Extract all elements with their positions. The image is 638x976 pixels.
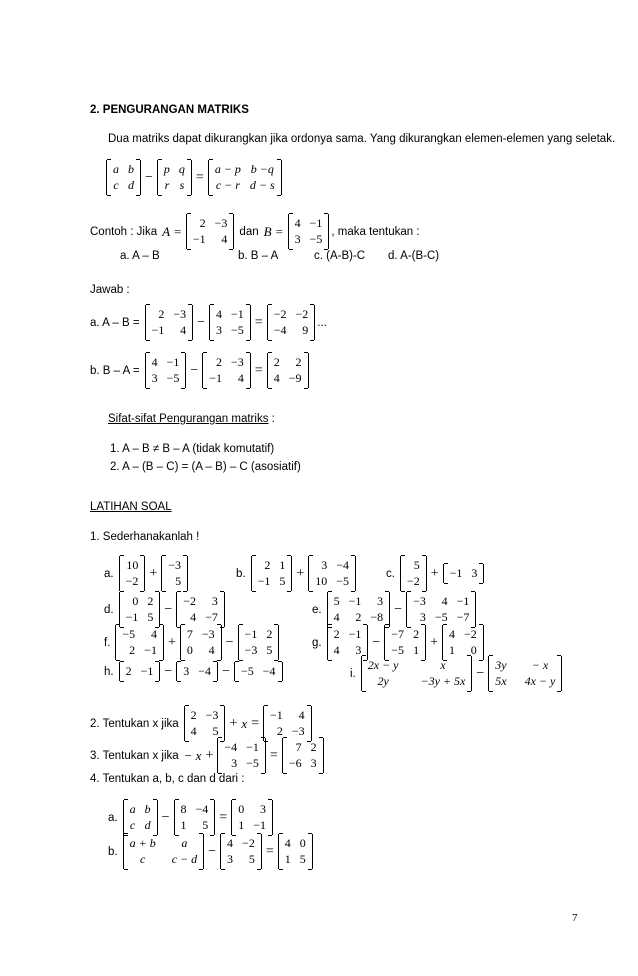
matrix-cell: 3 — [211, 594, 218, 608]
page-number: 7 — [572, 912, 578, 924]
matrix-cell: −5 — [122, 627, 136, 641]
matrix-cell: −1 — [144, 643, 157, 657]
matrix-cell: 5 — [413, 558, 420, 572]
matrix — [282, 738, 324, 773]
matrix — [176, 592, 225, 627]
matrix — [384, 625, 426, 660]
matrix-cell: 1 — [413, 643, 420, 657]
matrix-cell: 4 — [227, 836, 234, 850]
contoh-part-c: c. (A-B)-C — [314, 250, 366, 262]
matrix-cell: −4 — [273, 323, 287, 337]
matrix-cell: 2 — [129, 643, 136, 657]
matrix-cell: 3 — [377, 594, 384, 608]
matrix-cell: d − s — [249, 178, 275, 192]
contoh-part-b: b. B – A — [238, 250, 279, 262]
matrix-cell: 4 — [216, 307, 223, 321]
matrix-cell: 3 — [294, 232, 301, 246]
matrix-cell: 0 — [186, 643, 193, 657]
matrix-cell: −2 — [295, 307, 309, 321]
matrix-cell: −4 — [198, 664, 212, 678]
question-4b: b. a + b a c c − d − 4 −2 3 5 = 4 0 1 5 — [108, 834, 315, 869]
matrix-cell: 4 — [190, 724, 197, 738]
answer-b-label: b. B – A = — [90, 364, 140, 377]
matrix-cell: q — [178, 162, 185, 176]
item-label: i. — [350, 667, 356, 680]
matrix-cell: 9 — [302, 323, 309, 337]
sifat-heading — [108, 412, 275, 426]
matrix-cell: −1 — [257, 574, 271, 588]
matrix-cell: −3 — [201, 627, 215, 641]
matrix-cell: −4 — [224, 740, 238, 754]
matrix-cell: 5 — [202, 818, 209, 832]
matrix-cell: 2 — [355, 610, 362, 624]
contoh-part-d: d. A-(B-C) — [388, 250, 440, 262]
matrix-cell: 10 — [315, 574, 328, 588]
matrix-cell: 2 — [264, 558, 271, 572]
matrix-cell: 2 — [276, 724, 283, 738]
matrix-cell: c − d — [171, 852, 198, 866]
matrix — [361, 656, 473, 691]
matrix-cell: −5 — [391, 643, 405, 657]
matrix — [278, 834, 313, 869]
matrix-cell: 3 — [419, 610, 426, 624]
item-label: e. — [312, 603, 322, 616]
matrix-cell: 1 — [238, 818, 245, 832]
matrix — [106, 160, 141, 195]
matrix-cell: 4 — [448, 627, 455, 641]
matrix-cell: 2x − y — [367, 658, 399, 672]
matrix-cell: c — [113, 178, 119, 192]
matrix-cell: 5 — [248, 852, 255, 866]
intro-text: Dua matriks dapat dikurangkan jika ordonya sama. Yang dikurangkan elemen-elemen yang seletak. — [108, 133, 616, 145]
matrix — [488, 656, 562, 691]
matrix-cell: −5 — [434, 610, 448, 624]
matrix-cell: 2 — [295, 355, 302, 369]
matrix-cell: −1 — [253, 818, 266, 832]
matrix-cell: 3 — [183, 664, 190, 678]
variable-x: x — [241, 715, 248, 731]
matrix-cell: −7 — [456, 610, 470, 624]
matrix-cell: p — [163, 162, 170, 176]
matrix-cell: −5 — [246, 756, 259, 770]
exercise-1e: e. 5 −1 3 4 2 −8 − −3 4 −1 3 −5 −7 — [312, 592, 478, 627]
matrix-cell: 4 — [298, 708, 305, 722]
matrix-cell: −2 — [183, 594, 197, 608]
matrix-cell: 5 — [212, 724, 219, 738]
matrix-cell: 2 — [310, 740, 317, 754]
matrix-cell: 1 — [284, 852, 291, 866]
matrix-cell: 8 — [180, 802, 187, 816]
matrix — [251, 556, 293, 591]
matrix-cell: 3 — [471, 566, 478, 580]
matrix-cell: −7 — [391, 627, 405, 641]
matrix-cell: a — [113, 162, 119, 176]
matrix-cell: 4 — [273, 371, 280, 385]
matrix — [327, 592, 391, 627]
matrix — [263, 706, 312, 741]
matrix — [443, 564, 485, 583]
matrix-cell: 1 — [180, 818, 187, 832]
matrix-cell: 4 — [190, 610, 197, 624]
matrix-cell: 2 — [413, 627, 420, 641]
matrix — [119, 662, 161, 681]
matrix-cell: −3y + 5x — [420, 674, 466, 688]
matrix-cell: −1 — [209, 371, 223, 385]
matrix-cell: 3 — [259, 802, 266, 816]
matrix-cell: 2 — [190, 708, 197, 722]
matrix — [308, 556, 356, 591]
matrix-cell: a − p — [214, 162, 241, 176]
sifat-item-2: 2. A – (B – C) = (A – B) – C (asosiatif) — [110, 461, 301, 473]
matrix-cell: 4 — [333, 610, 340, 624]
item-label: f. — [104, 636, 111, 649]
matrix-cell: 4 — [180, 323, 187, 337]
matrix — [161, 556, 188, 591]
matrix — [208, 160, 282, 195]
matrix-cell: −1 — [348, 594, 362, 608]
matrix-cell: 7 — [186, 627, 193, 641]
matrix-cell: a — [181, 836, 188, 850]
exercise-1b: b. 2 1 −1 5 + 3 −4 10 −5 — [236, 556, 358, 591]
matrix-cell: 5 — [299, 852, 306, 866]
matrix — [234, 662, 283, 681]
item-label: d. — [104, 603, 114, 616]
matrix-cell: −1 — [449, 566, 463, 580]
matrix-cell: x — [440, 658, 446, 672]
matrix-cell: 4 — [441, 594, 448, 608]
matrix-cell: −1 — [231, 307, 244, 321]
matrix-cell: −1 — [151, 323, 165, 337]
exercise-1a: a. 10 −2 + −3 5 — [104, 556, 190, 591]
matrix-cell: 4 — [284, 836, 291, 850]
matrix-cell: 5 — [333, 594, 340, 608]
matrix-cell: c — [129, 818, 136, 832]
sifat-colon: : — [268, 413, 275, 425]
contoh-suffix: , maka tentukan : — [331, 225, 420, 238]
answer-b: b. B – A = 4 −1 3 −5 − 2 −3 −1 4 = 2 2 4 −9 — [90, 353, 311, 388]
matrix-cell: −1 — [348, 627, 362, 641]
matrix-cell: c — [139, 852, 146, 866]
jawab-label: Jawab : — [90, 284, 130, 296]
matrix — [202, 353, 251, 388]
matrix — [400, 556, 427, 591]
section-heading: 2. PENGURANGAN MATRIKS — [90, 104, 249, 116]
matrix-cell: −3 — [413, 594, 426, 608]
matrix-cell: −4 — [336, 558, 350, 572]
exercise-1g: g. 2 −1 4 3 − −7 2 −5 1 + 4 −2 1 0 — [312, 625, 486, 660]
matrix-cell: −5 — [309, 232, 323, 246]
matrix-cell: 2 — [216, 355, 223, 369]
matrix-cell: −3 — [214, 216, 228, 230]
matrix-cell: −4 — [262, 664, 276, 678]
matrix-cell: 5 — [175, 574, 182, 588]
matrix-cell: b — [128, 162, 134, 176]
matrix-cell: −1 — [456, 594, 470, 608]
matrix-cell: −3 — [205, 708, 219, 722]
matrix-cell: −1 — [246, 740, 259, 754]
matrix — [176, 662, 218, 681]
matrix-cell: 5 — [266, 643, 273, 657]
matrix-cell: 2 — [125, 664, 132, 678]
matrix — [442, 625, 484, 660]
matrix-cell: 1 — [279, 558, 286, 572]
matrix — [184, 706, 226, 741]
exercise-1c: c. 5 −2 + −1 3 — [386, 556, 486, 591]
matrix-cell: a — [129, 802, 136, 816]
matrix — [209, 305, 251, 340]
matrix-cell: 5x — [495, 674, 507, 688]
matrix-cell: −1 — [309, 216, 323, 230]
matrix-cell: b — [144, 802, 151, 816]
matrix-cell: −2 — [406, 574, 420, 588]
sifat-title: Sifat-sifat Pengurangan matriks — [108, 413, 269, 425]
matrix-cell: −7 — [205, 610, 218, 624]
matrix-cell: 4x − y — [524, 674, 556, 688]
matrix-cell: −2 — [273, 307, 287, 321]
matrix-cell: 3 — [216, 323, 223, 337]
matrix — [180, 625, 222, 660]
matrix-cell: −5 — [231, 323, 244, 337]
matrix-a-label: A = — [162, 223, 182, 239]
question-3: 3. Tentukan x jika − x + −4 −1 3 −5 = 7 2 −6 3 — [90, 738, 326, 773]
matrix-cell: a + b — [129, 836, 156, 850]
item-label: g. — [312, 636, 322, 649]
matrix-cell: b −q — [250, 162, 274, 176]
matrix-cell: 4 — [221, 232, 228, 246]
answer-a-label: a. A – B = — [90, 316, 140, 329]
matrix-cell: r — [164, 178, 170, 192]
matrix-cell: 2 — [266, 627, 273, 641]
matrix-cell: −5 — [336, 574, 350, 588]
matrix-cell: 2 — [147, 594, 154, 608]
matrix — [123, 834, 205, 869]
matrix-cell: −3 — [231, 355, 244, 369]
matrix-cell: 0 — [470, 643, 477, 657]
matrix-cell: 3 — [310, 756, 317, 770]
matrix-cell: 4 — [333, 643, 340, 657]
matrix-cell: −1 — [166, 355, 180, 369]
matrix-cell: 0 — [299, 836, 306, 850]
item-label: b. — [108, 845, 118, 858]
dan-word: dan — [239, 225, 259, 238]
matrix-cell: −1 — [140, 664, 154, 678]
latihan-title: LATIHAN SOAL — [90, 501, 172, 513]
matrix-cell: c − r — [215, 178, 240, 192]
matrix-cell: −6 — [288, 756, 302, 770]
matrix — [157, 160, 192, 195]
matrix-cell: 5 — [279, 574, 286, 588]
matrix-cell: −8 — [370, 610, 384, 624]
matrix-cell: s — [179, 178, 185, 192]
item-label: c. — [386, 567, 395, 580]
question-4: 4. Tentukan a, b, c dan d dari : — [90, 773, 245, 785]
matrix-cell: −1 — [270, 708, 283, 722]
matrix-cell: − x — [531, 658, 549, 672]
matrix-cell: 3y — [495, 658, 507, 672]
matrix-cell: 3 — [231, 756, 238, 770]
exercise-1d: d. 0 2 −1 5 − −2 3 4 −7 — [104, 592, 227, 627]
matrix-cell: −2 — [125, 574, 139, 588]
exercise-1i: i. 2x − y x 2y −3y + 5x − 3y − x 5x 4x − y — [350, 656, 564, 691]
matrix — [145, 353, 187, 388]
matrix-cell: d — [144, 818, 151, 832]
question-3-label: 3. Tentukan x jika — [90, 749, 179, 762]
matrix-cell: −5 — [240, 664, 254, 678]
general-formula: a b c d − p q r s = a − p b −q c − r d − s — [104, 160, 284, 195]
matrix-cell: −2 — [463, 627, 477, 641]
matrix — [267, 305, 316, 340]
variable-minus-x: − x — [183, 747, 202, 763]
item-label: b. — [236, 567, 246, 580]
matrix-cell: 0 — [132, 594, 139, 608]
matrix-cell: −5 — [166, 371, 180, 385]
matrix-cell: 0 — [238, 802, 245, 816]
answer-a: a. A – B = 2 −3 −1 4 − 4 −1 3 −5 = −2 −2 −4 9 ... — [90, 305, 327, 340]
item-label: a. — [104, 567, 114, 580]
matrix-cell: d — [128, 178, 134, 192]
matrix-cell: 3 — [321, 558, 328, 572]
item-label: a. — [108, 811, 118, 824]
matrix-cell: 10 — [126, 558, 139, 572]
matrix — [115, 625, 164, 660]
matrix-cell: 2 — [158, 307, 165, 321]
matrix-cell: −1 — [244, 627, 258, 641]
matrix-cell: 4 — [294, 216, 301, 230]
matrix — [267, 353, 309, 388]
matrix-cell: 2 — [199, 216, 206, 230]
matrix — [174, 800, 216, 835]
matrix-cell: −2 — [242, 836, 255, 850]
matrix-cell: 2 — [273, 355, 280, 369]
matrix-b-label: B = — [263, 223, 284, 239]
contoh-prefix: Contoh : Jika — [90, 225, 158, 238]
matrix-cell: −3 — [244, 643, 258, 657]
matrix-cell: 3 — [227, 852, 234, 866]
matrix-cell: 3 — [151, 371, 158, 385]
matrix-cell: −4 — [195, 802, 209, 816]
matrix-cell: −3 — [291, 724, 305, 738]
matrix-cell: 4 — [151, 355, 158, 369]
matrix-cell: −1 — [125, 610, 139, 624]
matrix-cell: 3 — [355, 643, 362, 657]
exercise-1f: f. −5 4 2 −1 + 7 −3 0 4 − −1 2 −3 5 — [104, 625, 281, 660]
matrix-cell: −1 — [192, 232, 206, 246]
matrix-cell: −3 — [173, 307, 187, 321]
matrix-cell: 5 — [147, 610, 154, 624]
sifat-item-1: 1. A – B ≠ B – A (tidak komutatif) — [110, 443, 275, 455]
matrix — [238, 625, 280, 660]
matrix-cell: −3 — [168, 558, 182, 572]
matrix — [123, 800, 158, 835]
matrix — [220, 834, 262, 869]
question-2-label: 2. Tentukan x jika — [90, 717, 179, 730]
matrix — [217, 738, 266, 773]
ellipsis: ... — [317, 316, 327, 329]
matrix — [231, 800, 273, 835]
exercise-1h: h. 2 −1 − 3 −4 − −5 −4 — [104, 662, 285, 681]
item-label: h. — [104, 665, 114, 678]
question-1: 1. Sederhanakanlah ! — [90, 531, 200, 543]
matrix-b — [288, 214, 330, 249]
matrix-cell: −9 — [288, 371, 302, 385]
matrix-cell: 4 — [150, 627, 157, 641]
matrix-cell: 2 — [333, 627, 340, 641]
contoh-line — [90, 214, 423, 249]
matrix — [145, 305, 194, 340]
matrix — [119, 592, 161, 627]
matrix-cell: 4 — [208, 643, 215, 657]
matrix — [119, 556, 146, 591]
question-4a: a. a b c d − 8 −4 1 5 = 0 3 1 −1 — [108, 800, 275, 835]
matrix-cell: 7 — [295, 740, 302, 754]
matrix-cell: 1 — [448, 643, 455, 657]
matrix-cell: 4 — [237, 371, 244, 385]
contoh-part-a: a. A – B — [120, 250, 160, 262]
question-2: 2. Tentukan x jika 2 −3 4 5 + x = −1 4 2 −3 — [90, 706, 314, 741]
matrix-a — [186, 214, 235, 249]
matrix-cell: 2y — [377, 674, 389, 688]
matrix — [406, 592, 476, 627]
